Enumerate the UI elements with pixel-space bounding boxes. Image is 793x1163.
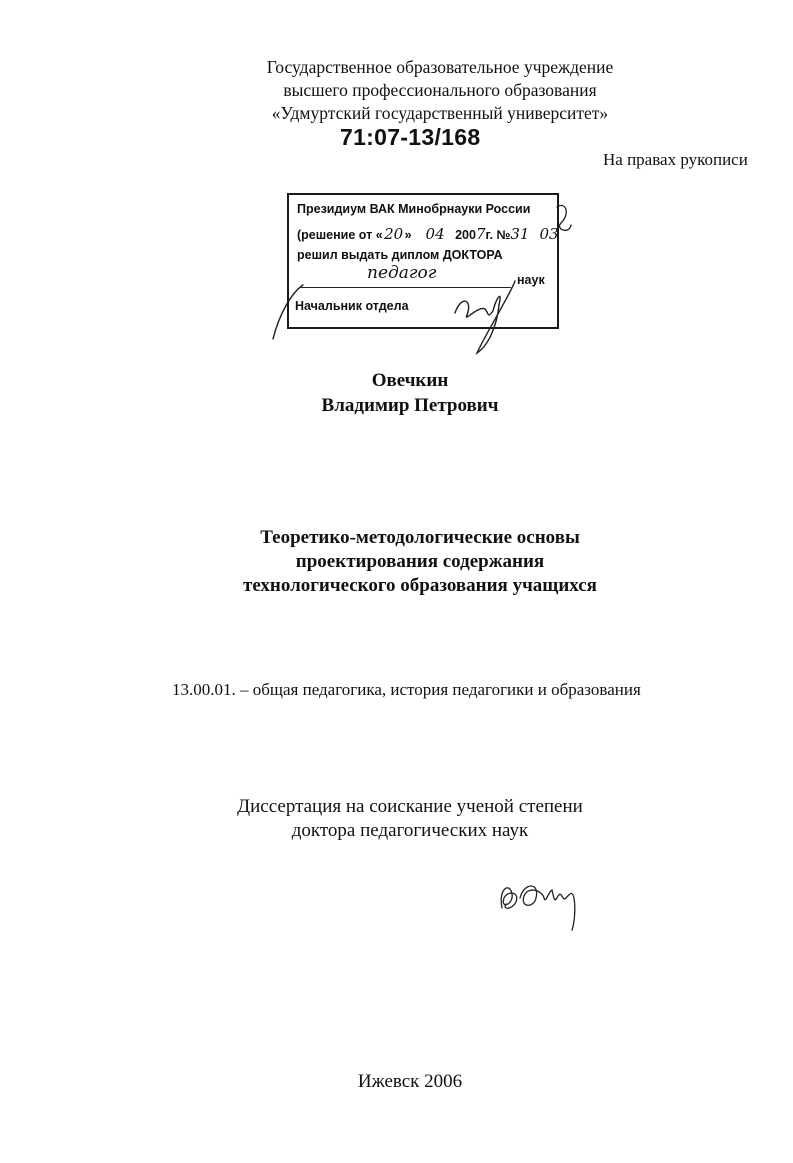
rights-notice: На правах рукописи [603, 150, 748, 169]
author-signature [490, 868, 590, 938]
title-line-3: технологического образования учащихся [243, 575, 597, 596]
stamp-date-day: 20 [384, 225, 404, 243]
catalog-number: 71:07-13/168 [340, 124, 481, 150]
institution-name [200, 56, 680, 125]
degree-line-1: Диссертация на соискание ученой степени [237, 796, 583, 817]
stamp-head-line: Начальник отдела [295, 299, 409, 313]
vak-stamp [287, 193, 559, 329]
degree-statement [190, 795, 630, 843]
stamp-signature-strokes [289, 195, 561, 331]
degree-line-2: доктора педагогических наук [291, 820, 529, 841]
stamp-field-handwritten: педагог [367, 263, 437, 283]
stamp-year-suffix: г. № [485, 228, 511, 242]
stamp-number-handwritten: 31 [510, 225, 530, 243]
dissertation-title [180, 526, 660, 598]
institution-line-2: высшего профессионального образования [283, 80, 597, 100]
author-surname: Овечкин [371, 370, 449, 391]
institution-line-1: Государственное образовательное учреждение [266, 57, 614, 77]
stamp-field-suffix: наук [517, 273, 545, 287]
title-line-1: Теоретико-методологические основы [260, 527, 580, 548]
specialty-code: 13.00.01. – общая педагогика, история педагогики и образования [172, 680, 641, 699]
stamp-presidium-line: Президиум ВАК Минобрнауки России [297, 202, 531, 216]
stamp-award-line: решил выдать диплом ДОКТОРА [297, 248, 503, 262]
stamp-year-prefix: 200 [455, 228, 476, 242]
stamp-date-month: 04 [425, 225, 445, 243]
city-year: Ижевск 2006 [357, 1071, 463, 1092]
institution-line-3: «Удмуртский государственный университет» [271, 103, 609, 123]
stamp-date-separator: » [404, 228, 412, 242]
author-given-names: Владимир Петрович [321, 395, 499, 416]
stamp-number-handwritten-2: 03 [539, 225, 559, 243]
stamp-decision-prefix: (решение от « [297, 228, 383, 242]
stamp-year-digit: 7 [475, 225, 486, 243]
title-line-2: проектирования содержания [295, 551, 545, 572]
